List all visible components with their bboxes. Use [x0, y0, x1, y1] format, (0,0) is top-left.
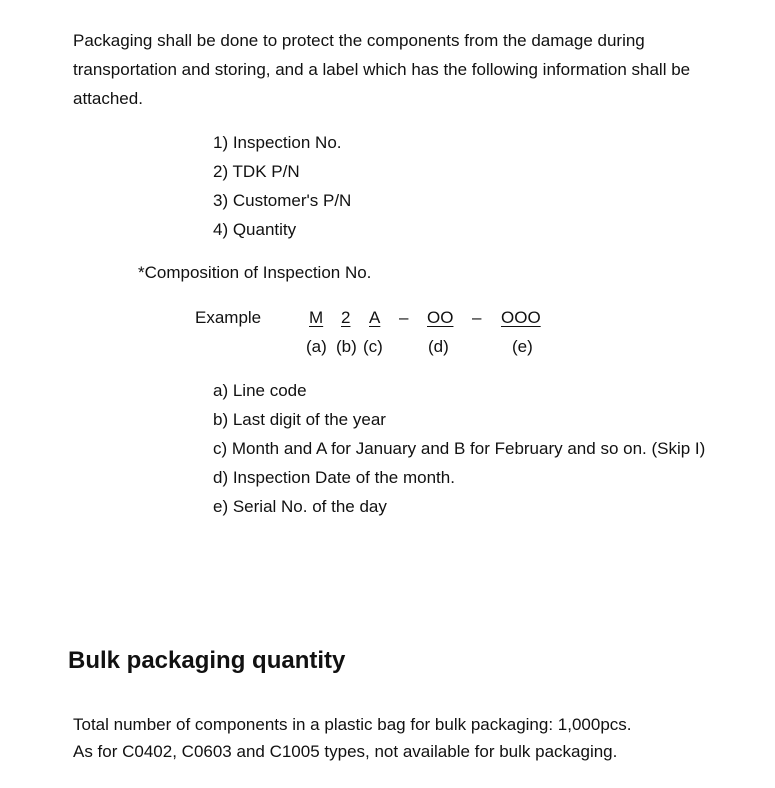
list-item: 4) Quantity	[213, 220, 297, 239]
list-item: b) Last digit of the year	[213, 410, 386, 429]
code-key-b: (b)	[336, 337, 357, 356]
code-key-e: (e)	[512, 337, 533, 356]
list-item: 1) Inspection No.	[213, 133, 342, 152]
bulk-line: As for C0402, C0603 and C1005 types, not available for bulk packaging.	[73, 742, 618, 761]
section-heading: Bulk packaging quantity	[68, 647, 346, 674]
list-item: d) Inspection Date of the month.	[213, 468, 455, 487]
list-item: a) Line code	[213, 381, 307, 400]
code-separator: –	[399, 308, 409, 327]
bulk-paragraph	[73, 711, 632, 765]
composition-title: *Composition of Inspection No.	[138, 263, 372, 282]
code-separator: –	[472, 308, 482, 327]
label-info-list	[213, 128, 351, 244]
bulk-line: Total number of components in a plastic bag for bulk packaging: 1,000pcs.	[73, 715, 632, 734]
intro-paragraph: Packaging shall be done to protect the components from the damage during transportation and storing, and a label which has the following information shall be attached.	[73, 31, 691, 108]
example-label: Example	[195, 308, 262, 327]
code-key-a: (a)	[306, 337, 327, 356]
list-item: 3) Customer's P/N	[213, 191, 352, 210]
list-item: 2) TDK P/N	[213, 162, 300, 181]
code-part-b: 2	[341, 308, 351, 327]
code-legend-list	[213, 376, 705, 521]
code-part-a: M	[309, 308, 324, 327]
code-part-e: OOO	[501, 308, 541, 327]
list-item: e) Serial No. of the day	[213, 497, 387, 516]
list-item: c) Month and A for January and B for February and so on. (Skip I)	[213, 439, 706, 458]
code-part-c: A	[369, 308, 381, 327]
code-key-d: (d)	[428, 337, 449, 356]
code-key-c: (c)	[363, 337, 383, 356]
code-part-d: OO	[427, 308, 454, 327]
